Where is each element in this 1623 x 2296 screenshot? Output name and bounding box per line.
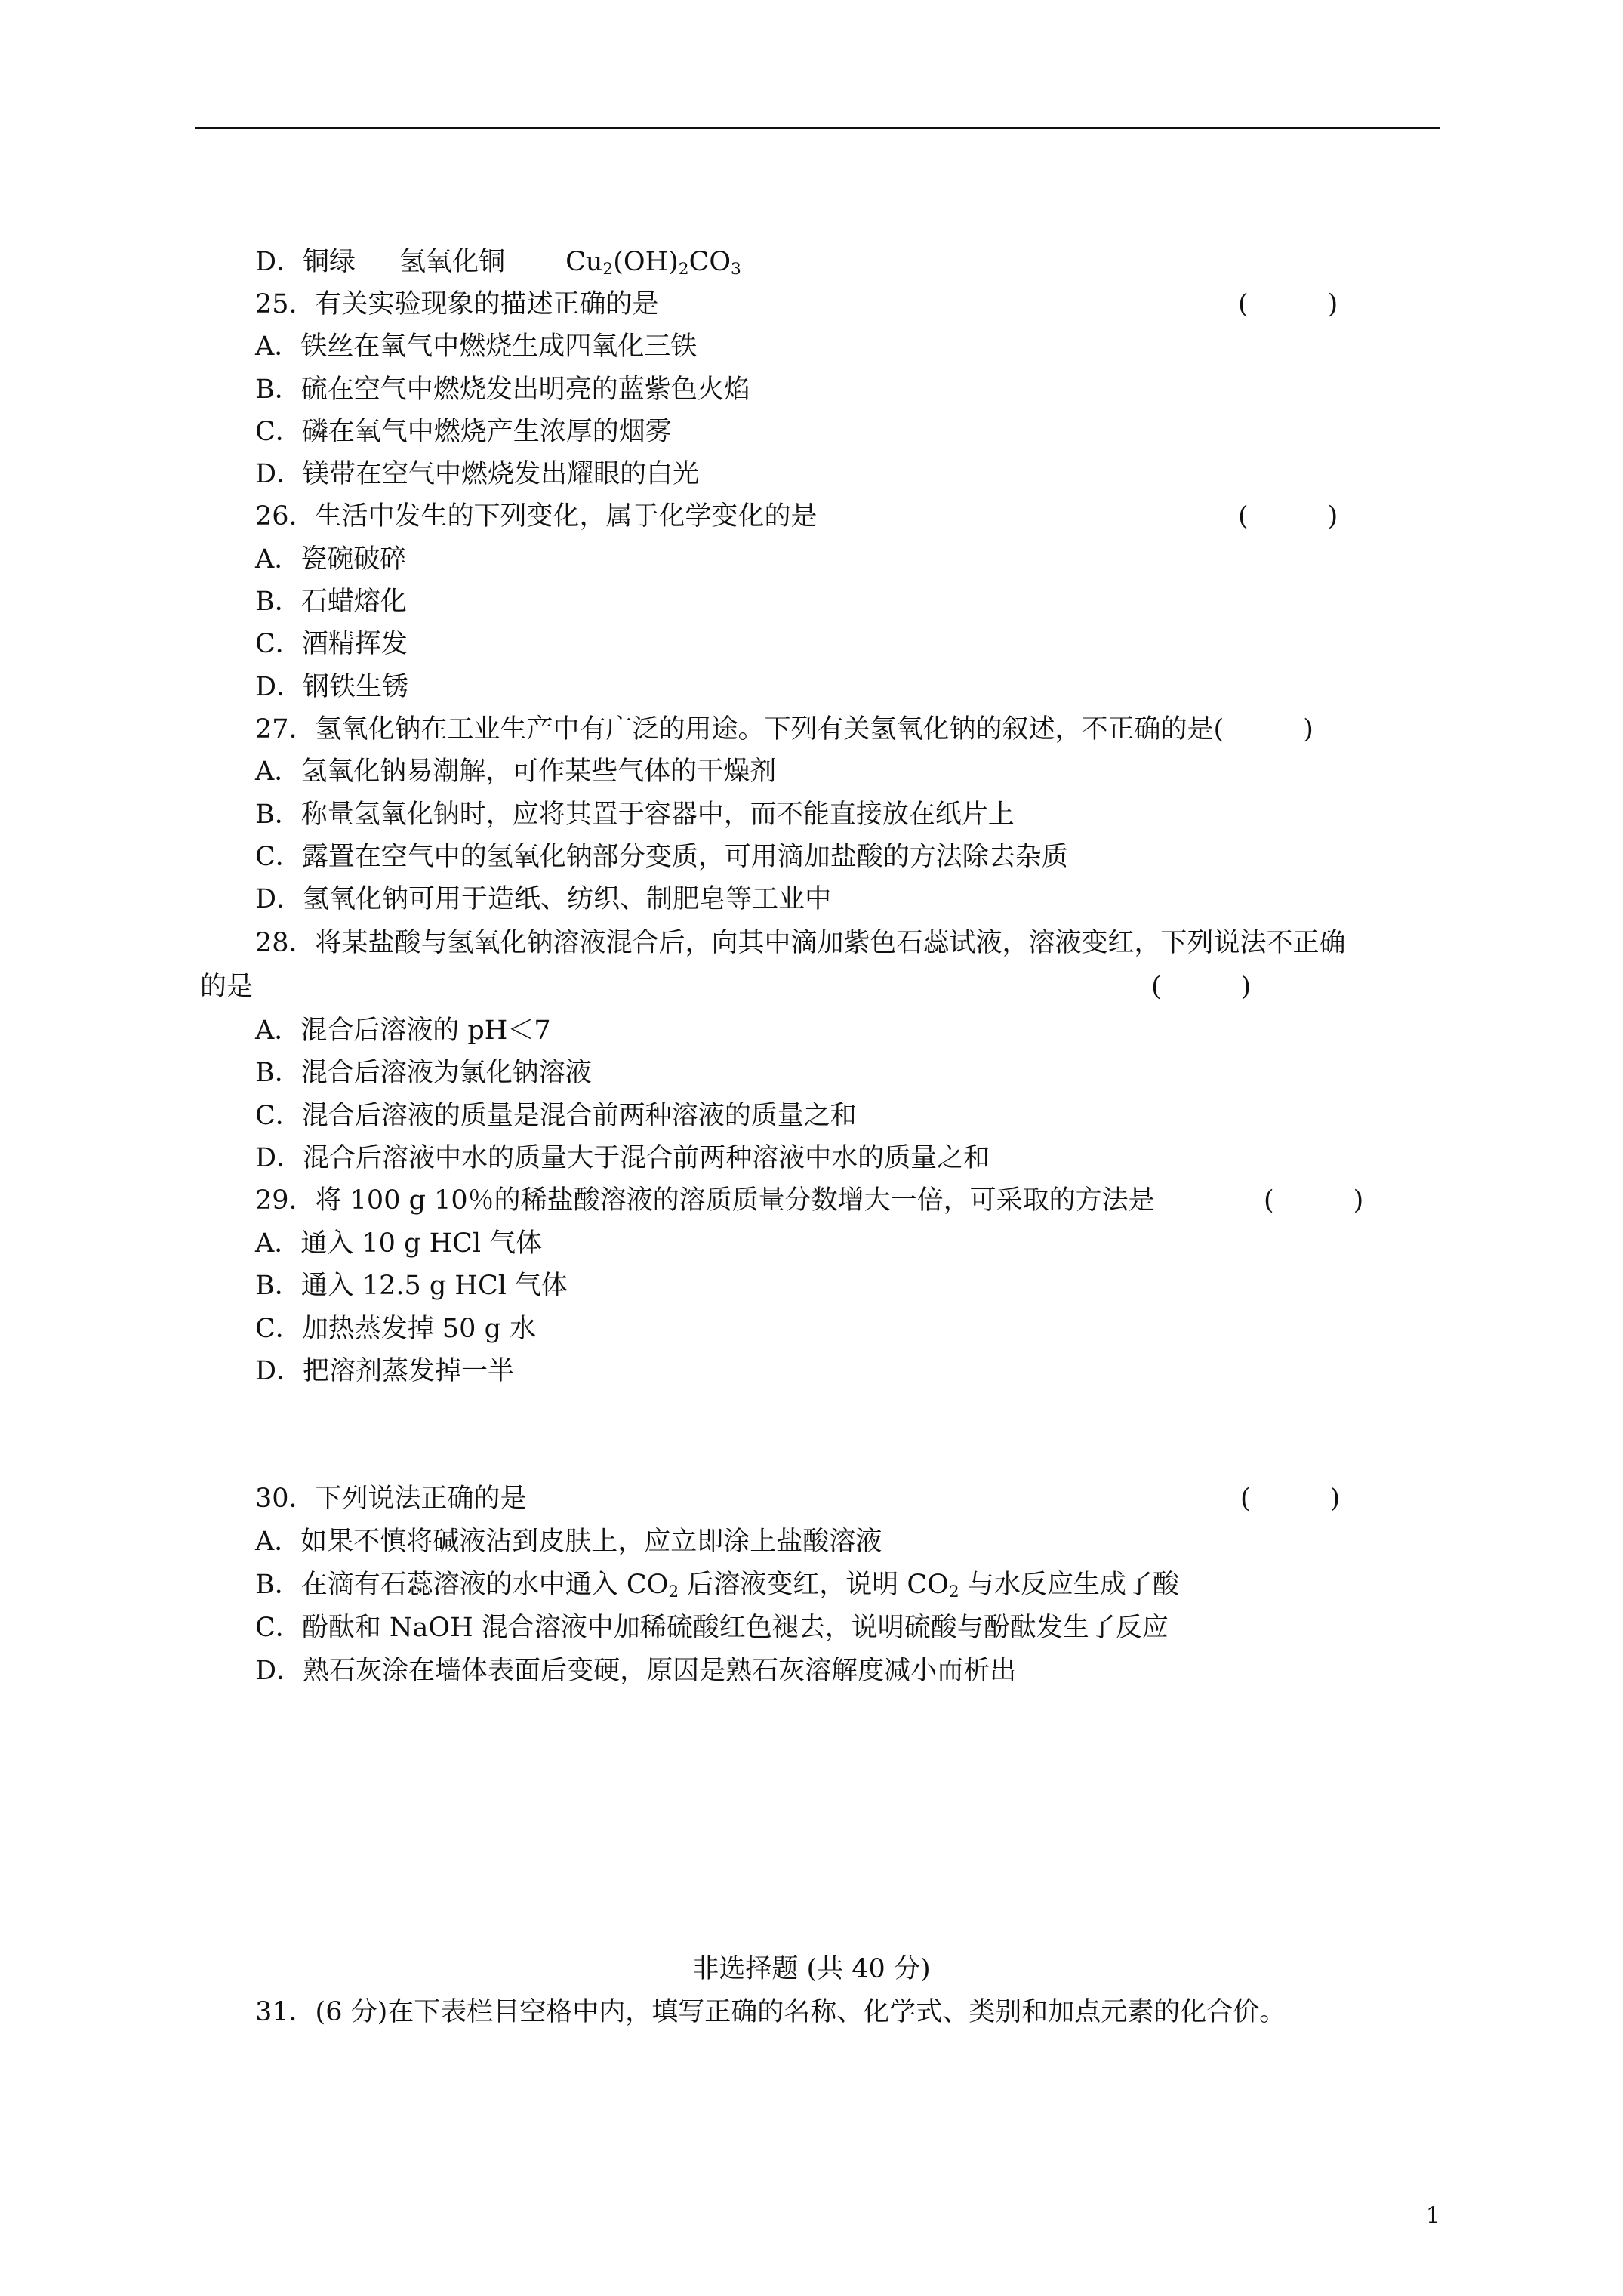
q30-option-d: D．熟石灰涂在墙体表面后变硬，原因是熟石灰溶解度减小而析出 xyxy=(255,1656,1017,1686)
q27-option-d: D．氢氧化钠可用于造纸、纺织、制肥皂等工业中 xyxy=(255,884,832,914)
q26-option-c: C．酒精挥发 xyxy=(255,629,408,659)
q30-stem: 30．下列说法正确的是 xyxy=(255,1484,527,1514)
q24d-label: D．铜绿 xyxy=(255,247,356,277)
q25-answer-blank: ( ) xyxy=(1238,289,1338,319)
q29-option-d: D．把溶剂蒸发掉一半 xyxy=(255,1356,515,1386)
q30-option-c: C．酚酞和 NaOH 混合溶液中加稀硫酸红色褪去，说明硫酸与酚酞发生了反应 xyxy=(255,1613,1169,1643)
q28-option-d: D．混合后溶液中水的质量大于混合前两种溶液中水的质量之和 xyxy=(255,1143,990,1173)
q24d-name: 氢氧化铜 xyxy=(399,247,506,277)
q25-stem: 25．有关实验现象的描述正确的是 xyxy=(255,289,659,319)
q28-option-c: C．混合后溶液的质量是混合前两种溶液的质量之和 xyxy=(255,1101,857,1131)
q30-option-a: A．如果不慎将碱液沾到皮肤上，应立即涂上盐酸溶液 xyxy=(255,1527,882,1557)
q28-stem-line2: 的是 xyxy=(200,972,254,1002)
q29-answer-blank: ( ) xyxy=(1264,1185,1364,1216)
page-number: 1 xyxy=(1425,2202,1440,2230)
q26-stem: 26．生活中发生的下列变化，属于化学变化的是 xyxy=(255,501,818,532)
q28-option-b: B．混合后溶液为氯化钠溶液 xyxy=(255,1058,592,1088)
q25-option-b: B．硫在空气中燃烧发出明亮的蓝紫色火焰 xyxy=(255,374,750,405)
q25-option-a: A．铁丝在氧气中燃烧生成四氧化三铁 xyxy=(255,331,698,362)
q29-option-c: C．加热蒸发掉 50 g 水 xyxy=(255,1314,537,1344)
q26-answer-blank: ( ) xyxy=(1238,501,1338,532)
q29-stem: 29．将 100 g 10％的稀盐酸溶液的溶质质量分数增大一倍，可采取的方法是 xyxy=(255,1185,1155,1216)
q29-option-b: B．通入 12.5 g HCl 气体 xyxy=(255,1271,568,1301)
q24d-formula: $Cu_2(OH)_2CO_3$ xyxy=(565,247,741,279)
q26-option-a: A．瓷碗破碎 xyxy=(255,544,407,575)
header-rule xyxy=(195,127,1440,129)
q28-stem-line1: 28．将某盐酸与氢氧化钠溶液混合后，向其中滴加紫色石蕊试液，溶液变红，下列说法不正确 xyxy=(255,928,1346,958)
q26-option-d: D．钢铁生锈 xyxy=(255,672,409,702)
q27-option-a: A．氢氧化钠易潮解，可作某些气体的干燥剂 xyxy=(255,757,777,787)
section-title: 非选择题 (共 40 分) xyxy=(692,1954,931,1984)
q28-option-a: A．混合后溶液的 pH＜7 xyxy=(255,1015,551,1046)
q31-stem: 31．(6 分)在下表栏目空格中内，填写正确的名称、化学式、类别和加点元素的化合价。 xyxy=(255,1997,1286,2027)
q24-option-d xyxy=(255,241,741,283)
q28-answer-blank: ( ) xyxy=(1151,972,1252,1002)
q26-option-b: B．石蜡熔化 xyxy=(255,587,407,617)
q25-option-c: C．磷在氧气中燃烧产生浓厚的烟雾 xyxy=(255,417,672,447)
q30-option-b: B．在滴有石蕊溶液的水中通入 $CO_2$ 后溶液变红，说明 $CO_2$ 与水反应生成了酸 xyxy=(255,1570,1179,1601)
q29-option-a: A．通入 10 g HCl 气体 xyxy=(255,1228,543,1259)
q27-stem: 27．氢氧化钠在工业生产中有广泛的用途。下列有关氢氧化钠的叙述，不正确的是( ) xyxy=(255,714,1313,744)
q27-option-b: B．称量氢氧化钠时，应将其置于容器中，而不能直接放在纸片上 xyxy=(255,800,1015,830)
q27-option-c: C．露置在空气中的氢氧化钠部分变质，可用滴加盐酸的方法除去杂质 xyxy=(255,842,1068,872)
q25-option-d: D．镁带在空气中燃烧发出耀眼的白光 xyxy=(255,459,700,489)
q30-answer-blank: ( ) xyxy=(1240,1484,1341,1514)
